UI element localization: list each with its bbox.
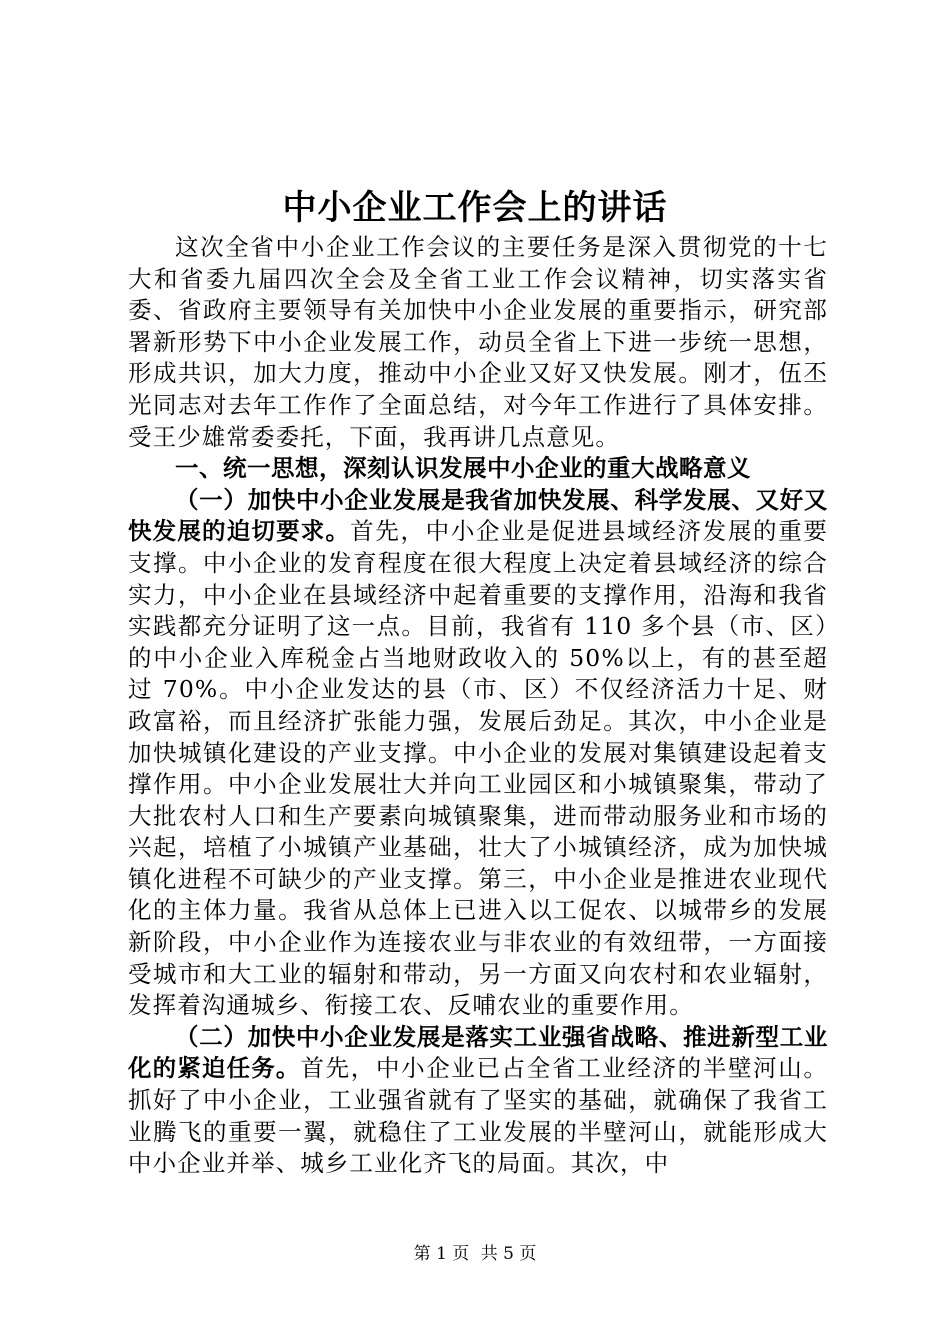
document-body	[128, 232, 828, 1180]
page-total: 共 5 页	[480, 1244, 537, 1264]
page-number: 第 1 页	[413, 1244, 470, 1264]
section-heading: 一、统一思想，深刻认识发展中小企业的重大战略意义	[175, 454, 751, 483]
page-footer	[0, 1243, 950, 1265]
intro-paragraph: 这次全省中小企业工作会议的主要任务是深入贯彻党的十七大和省委九届四次全会及全省工业工作会议精神，切实落实省委、省政府主要领导有关加快中小企业发展的重要指示，研究部署新形势下中小企业发展工作，动员全省上下进一步统一思想，形成共识，加大力度，推动中小企业又好又快发展。刚才，伍丕光同志对去年工作作了全面总结，对今年工作进行了具体安排。受王少雄常委委托，下面，我再讲几点意见。	[128, 233, 828, 451]
document-title: 中小企业工作会上的讲话	[282, 188, 668, 228]
paragraph-2	[128, 1022, 828, 1180]
paragraph-1-body: 首先，中小企业是促进县域经济发展的重要支撑。中小企业的发育程度在很大程度上决定着县域经济的综合实力，中小企业在县域经济中起着重要的支撑作用，沿海和我省实践都充分证明了这一点。目前，我省有 110 多个县（市、区）的中小企业入库税金占当地财政收入的 50%以上，有的甚至超过 70%。中小企业发达的县（市、区）不仅经济活力十足、财政富裕，而且经济扩张能力强，发展后劲足。其次，中小企业是加快城镇化建设的产业支撑。中小企业的发展对集镇建设起着支撑作用。中小企业发展壮大并向工业园区和小城镇聚集，带动了大批农村人口和生产要素向城镇聚集，进而带动服务业和市场的兴起，培植了小城镇产业基础，壮大了小城镇经济，成为加快城镇化进程不可缺少的产业支撑。第三，中小企业是推进农业现代化的主体力量。我省从总体上已进入以工促农、以城带乡的发展新阶段，中小企业作为连接农业与非农业的有效纽带，一方面接受城市和大工业的辐射和带动，另一方面又向农村和农业辐射，发挥着沟通城乡、衔接工农、反哺农业的重要作用。	[128, 517, 828, 1020]
paragraph-1-lead: （一）加快中小企业发展是我省加快发展、科学发展、又好又快发展的迫切要求。	[128, 485, 828, 546]
paragraph-2-body: 首先，中小企业已占全省工业经济的半壁河山。抓好了中小企业，工业强省就有了坚实的基础，就确保了我省工业腾飞的重要一翼，就稳住了工业发展的半壁河山，就能形成大中小企业并举、城乡工业化齐飞的局面。其次，中	[128, 1054, 828, 1178]
paragraph-2-lead: （二）加快中小企业发展是落实工业强省战略、推进新型工业化的紧迫任务。	[128, 1022, 828, 1083]
paragraph-1	[128, 485, 828, 1022]
